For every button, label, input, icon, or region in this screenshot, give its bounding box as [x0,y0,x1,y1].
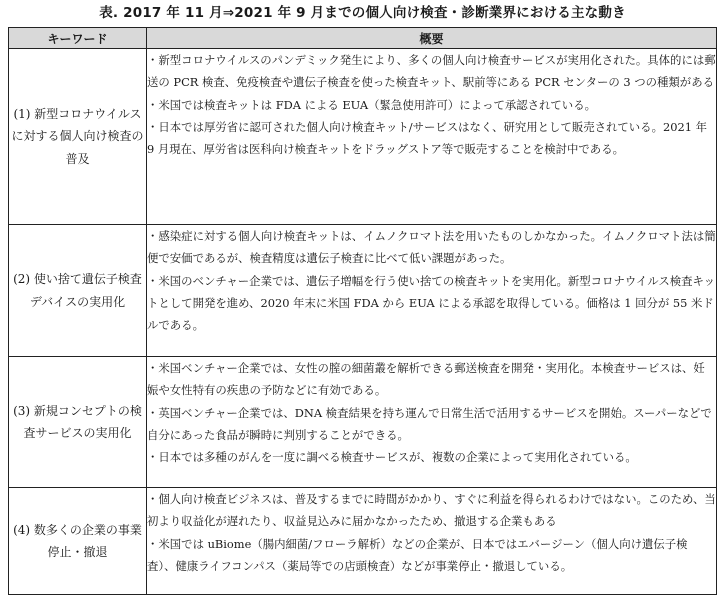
summary-bullet: ・日本では多種のがんを一度に調べる検査サービスが、複数の企業によって実用化されている。 [147,450,637,465]
summary-bullet: ・英国ベンチャー企業では、DNA 検査結果を持ち運んで日常生活で活用するサービスを開始。スーパーなどで自分にあった食品が瞬時に判別することができる。 [147,405,712,442]
summary-cell [147,357,717,488]
summary-bullet: ・米国では uBiome（腸内細菌/フローラ解析）などの企業が、日本ではエバージーン（個人向け遺伝子検査）、健康ライフコンパス（薬局等での店頭検査）などが事業停止・撤退している。 [147,536,688,573]
table-title: 表. 2017 年 11 月⇒2021 年 9 月までの個人向け検査・診断業界における主な動き [99,5,626,21]
keyword-cell: (4) 数多くの企業の事業停止・撤退 [9,488,147,595]
summary-bullet: ・感染症に対する個人向け検査キットは、イムノクロマト法を用いたものしかなかった。イムノクロマト法は簡便で安価であるが、検査精度は遺伝子検査に比べて低い課題があった。 [147,229,716,266]
header-summary: 概要 [147,28,717,49]
summary-bullet: ・米国のベンチャー企業では、遺伝子増幅を行う使い捨ての検査キットを実用化。新型コロナウイルス検査キットとして開発を進め、2020 年末に米国 FDA から EUA による承認を取得している。価格は 1 回分が 55 米ドルである。 [147,273,716,333]
header-keyword: キーワード [9,28,147,49]
table-header-row [9,28,717,49]
table-row [9,488,717,595]
summary-bullet: ・米国ベンチャー企業では、女性の膣の細菌叢を解析できる郵送検査を開発・実用化。本検査サービスは、妊娠や女性特有の疾患の予防などに有効である。 [147,361,705,398]
summary-bullet: ・米国では検査キットは FDA による EUA（緊急使用許可）によって承認されている。 [147,97,596,112]
summary-cell [147,225,717,357]
table-row [9,49,717,225]
table-row [9,225,717,357]
keyword-cell: (1) 新型コロナウイルスに対する個人向け検査の普及 [9,49,147,225]
keyword-cell: (2) 使い捨て遺伝子検査デバイスの実用化 [9,225,147,357]
movements-table [8,27,717,595]
summary-cell [147,488,717,595]
table-row [9,357,717,488]
keyword-cell: (3) 新規コンセプトの検査サービスの実用化 [9,357,147,488]
summary-bullet: ・個人向け検査ビジネスは、普及するまでに時間がかかり、すぐに利益を得られるわけではない。このため、当初より収益化が遅れたり、収益見込みに届かなかったため、撤退する企業もある [147,492,716,529]
summary-bullet: ・日本では厚労省に認可された個人向け検査キット/サービスはなく、研究用として販売されている。2021 年 9 月現在、厚労省は医科向け検査キットをドラッグストア等で販売することを検討中である。 [147,119,707,157]
summary-bullet: ・新型コロナウイルスのパンデミック発生により、多くの個人向け検査サービスが実用化された。具体的には郵送の PCR 検査、免疫検査や遺伝子検査を使った検査キット、駅前等にある PCR センターの 3 つの種類がある [147,53,716,90]
summary-cell [147,49,717,225]
